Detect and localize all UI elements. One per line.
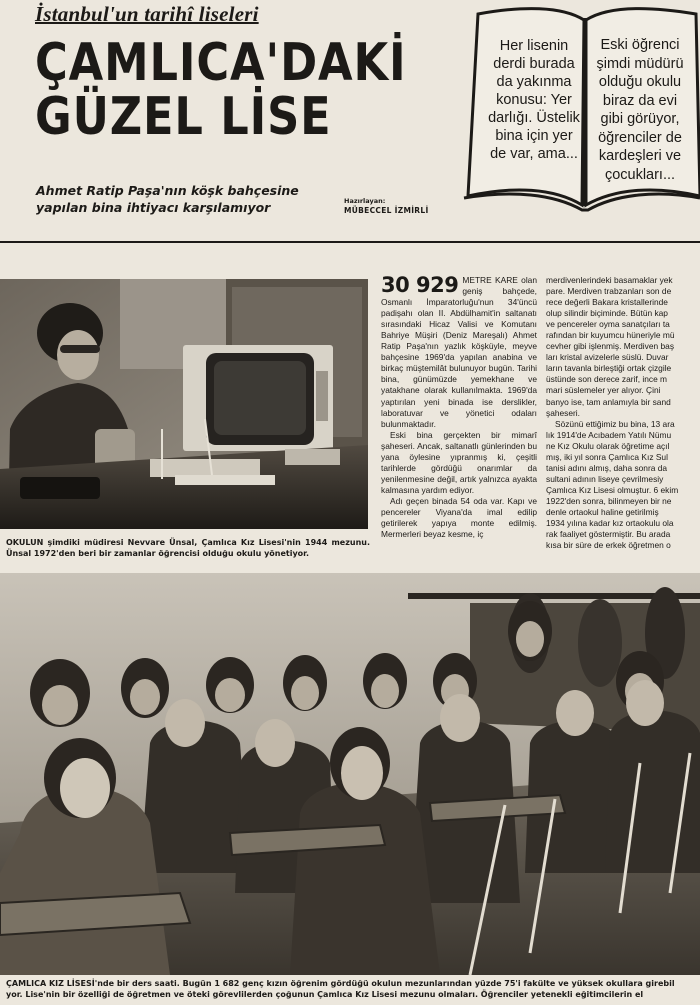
caption-line-1: ÇAMLICA KIZ LİSESİ'nde bir ders saati. Bugün 1 682 genç kızın öğrenim gördüğü okulun mezunlarından yüzde 75'i fakülte ve yüksek okullara girebil xyxy=(6,979,675,988)
header-divider xyxy=(0,241,700,243)
book-left-page-text: Her lisenin derdi burada da yakınma konusu: Yer darlığı. Üstelik bina için yer de var, ama... xyxy=(488,38,580,162)
article-line: rafından bir kuyumcu hüneriyle mü xyxy=(546,330,675,341)
article-line: 1922'den sonra, bilinmeyen bir ne xyxy=(546,495,672,506)
subheadline: Ahmet Ratip Paşa'nın köşk bahçesine yapılan bina ihtiyacı karşılamıyor xyxy=(36,183,299,215)
headline-line-2: GÜZEL LİSE xyxy=(35,87,332,147)
principal-photo-caption: OKULUN şimdiki müdiresi Nevvare Ünsal, Çamlıca Kız Lisesi'nin 1944 mezunu. Ünsal 1972'den beri bir zamanlar öğrencisi olduğu okulu yönetiyor. xyxy=(6,538,370,558)
article-line: olup silindir biçiminde. Bütün kap xyxy=(546,308,668,319)
article-line: rak faaliyet göstermiştir. Bu arada xyxy=(546,529,671,540)
article-line: cevher gibi işlenmiş. Merdiven baş xyxy=(546,341,675,352)
article-line: Sözünü ettiğimiz bu bina, 13 ara xyxy=(555,418,675,429)
series-title: İstanbul'un tarihî liseleri xyxy=(35,2,259,26)
article-line: ları kristal avizelerle süslü. Duvar xyxy=(546,352,669,363)
article-line: şaheseri. xyxy=(546,407,580,418)
article-paragraph: Eski bina gerçekten bir mimarî şaheseri. Ancak, saltanatlı günlerinden bu yana öylesine yıpranmış ki, çeşitli tarihlerde gördüğü onarımlar da yenilenmesine değil, artık yalnızca ayakta kalmasına yardım ediyor. xyxy=(381,429,537,495)
author-credit xyxy=(344,197,444,215)
article-line: ve pencereler oyma sanatçıları ta xyxy=(546,319,670,330)
article-column-2 xyxy=(546,275,700,551)
article-line: kısa bir süre de erkek öğretmen o xyxy=(546,540,671,551)
article-line: 1934 yılına kadar kız ortaokulu ola xyxy=(546,518,674,529)
lead-number: 30 929 xyxy=(381,273,459,297)
article-column-1 xyxy=(381,275,537,540)
article-paragraph: 30 929 METRE KARE olan geniş bahçede, Osmanlı İmparatorluğu'nun 34'üncü padişahı olan II. Abdülhamit'in saltanatı sırasındaki Hicaz Valisi ve Komutanı Bahriye Müşiri (Deniz Mareşalı) Ahmet Ratip Paşa'nın yazlık köşküyle, meyve bahçesine 1969'da yapılan anabina ve birkaç müştemilât bulunuyor bugün. Tarihi bina, günümüzde yemekhane ve yatakhane olarak kullanılmakta. 1969'da yaptırılan yeni binada ise derslikler, laboratuvar ve yönetici odaları bulunmaktadır. xyxy=(381,273,537,429)
credit-label: Hazırlayan: xyxy=(344,197,386,205)
caption-line-2: yor. Lise'nin bir özelliği de öğretmen ve öteki görevlilerden çoğunun Çamlıca Kız Lisesi mezunu olmaları. Öğrenciler yetenekli eğitimcilerin el xyxy=(6,990,644,999)
headline xyxy=(35,33,407,147)
principal-photo xyxy=(0,279,368,529)
article-line: mış, iki yıl sonra Çamlıca Kız Sul xyxy=(546,451,668,462)
article-line: ne Kız Okulu olarak öğretime açıl xyxy=(546,440,670,451)
article-line: merdivenlerindeki basamaklar yek xyxy=(546,275,673,285)
headline-line-1: ÇAMLICA'DAKİ xyxy=(35,33,407,93)
book-right-page-text: Eski öğrenci şimdi müdürü olduğu okulu biraz da evi gibi görüyor, öğrenciler de kardeşleri ve çocukları... xyxy=(596,37,684,183)
article-paragraph: Adı geçen binada 54 oda var. Kapı ve pencereler Viyana'da imal edilip getirilerek yapıya monte edilmiş. Mermerleri beyaz kesme, iç xyxy=(381,495,537,540)
classroom-photo-caption xyxy=(6,978,700,1000)
article-line: pare. Merdiven trabzanları son de xyxy=(546,286,672,297)
article-line: üstünde son derece zarif, ince m xyxy=(546,374,668,385)
article-line: denle ortaokul haline getirilmiş xyxy=(546,506,659,517)
credit-name: MÜBECCEL İZMİRLİ xyxy=(344,206,429,215)
article-line: lık 1914'de Acıbadem Yatılı Nümu xyxy=(546,429,672,440)
article-line: rece değerli Bakara kristallerinde xyxy=(546,297,668,308)
article-line: banyo ise, tam anlamıyla bir sand xyxy=(546,396,671,407)
article-line: sultani adının liseye çevrilmesiy xyxy=(546,473,664,484)
article-line: ların tavanla birleştiği ortak çizgile xyxy=(546,363,672,374)
classroom-photo xyxy=(0,573,700,975)
article-line: mari süslemeler yer alıyor. Çini xyxy=(546,385,661,396)
article-line: tanisi adını almış, daha sonra da xyxy=(546,462,668,473)
article-line: Çamlıca Kız Lisesi olmuştur. 6 ekim xyxy=(546,484,679,495)
